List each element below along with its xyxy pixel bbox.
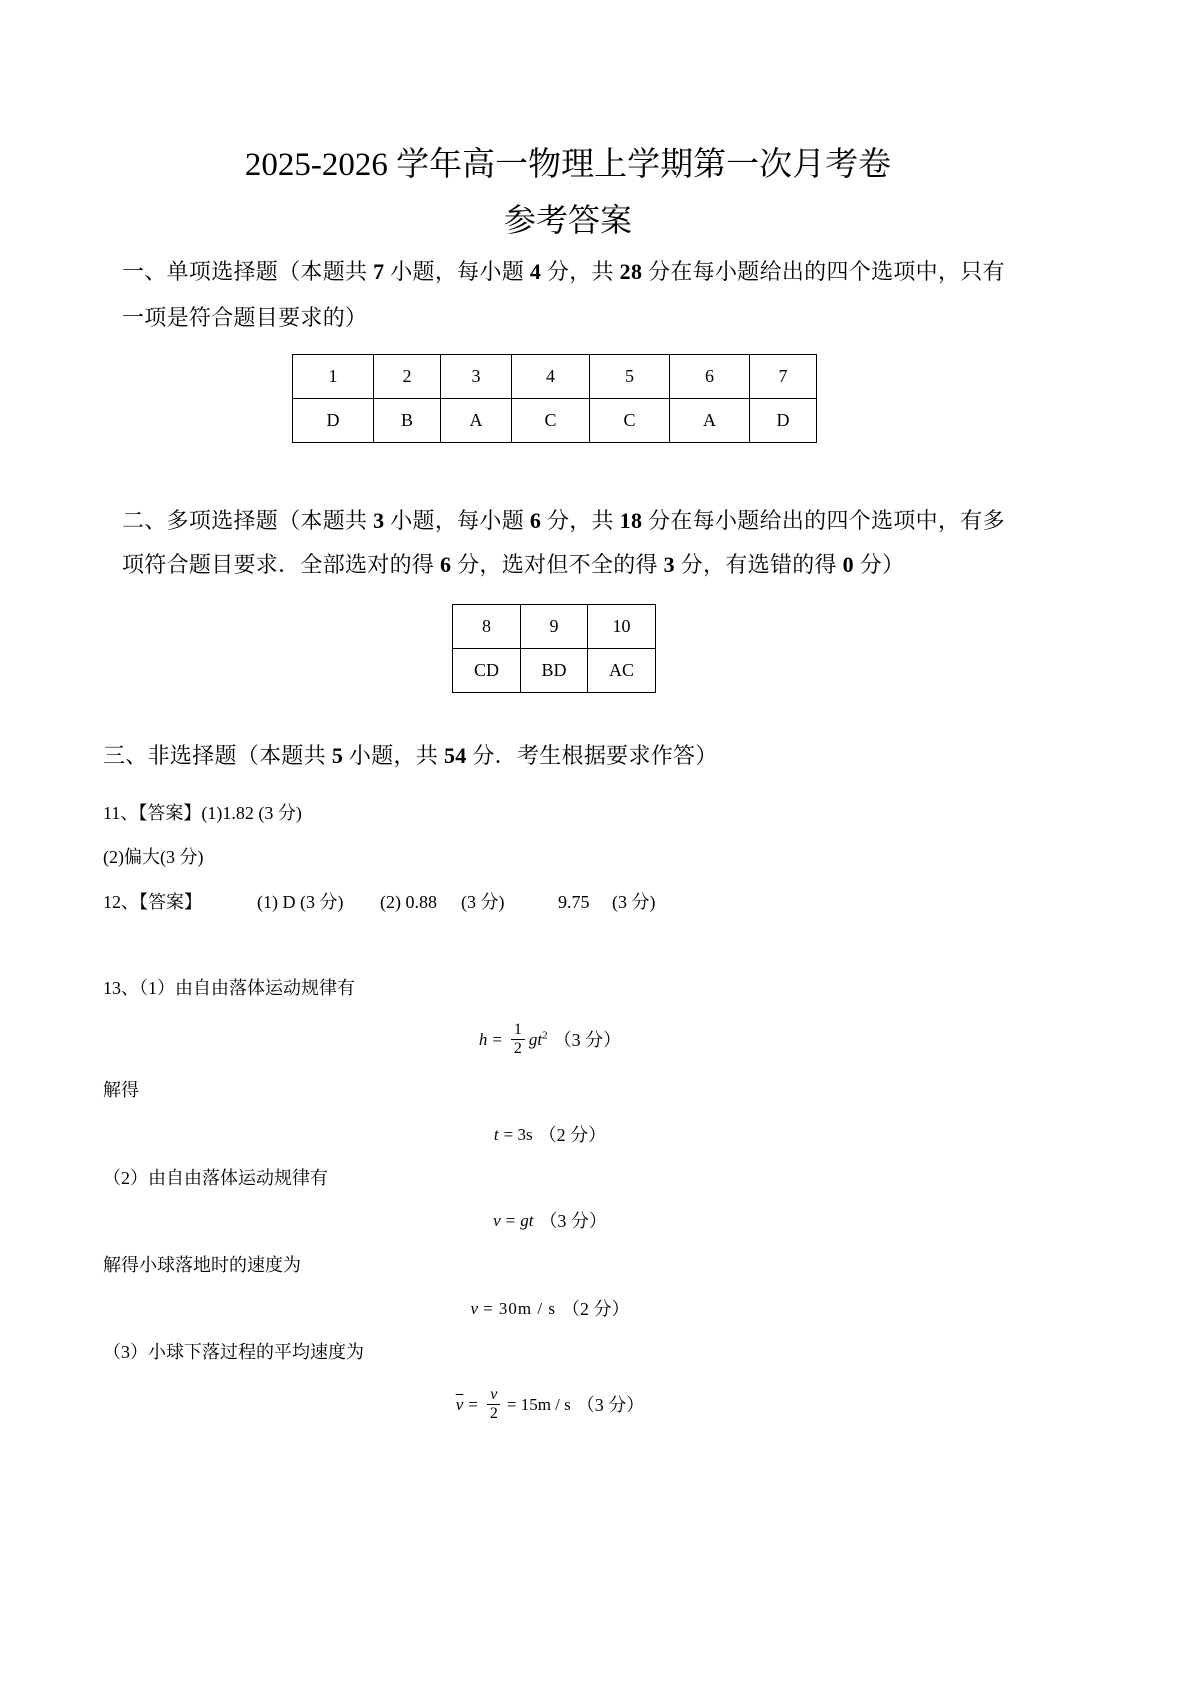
formula-score: （2 分） xyxy=(561,1299,630,1319)
question-number-row xyxy=(293,355,817,399)
question-number-cell: 2 xyxy=(374,355,441,399)
multi-choice-answer-table xyxy=(452,604,656,693)
formula-value: = 15m / s xyxy=(506,1394,571,1414)
heading-text: 二、多项选择题（本题共 xyxy=(122,508,374,533)
question-number-cell: 6 xyxy=(670,355,750,399)
heading-text: 分在每小题给出的四个选项中，有多 xyxy=(642,508,1005,533)
answer-cell: BD xyxy=(521,649,588,693)
fraction-denominator: 2 xyxy=(489,1405,498,1422)
equals-sign: = xyxy=(468,1394,478,1414)
heading-text: 小题，每小题 xyxy=(384,259,530,284)
question-number-cell: 4 xyxy=(512,355,590,399)
fall-time-result xyxy=(350,1123,750,1147)
fraction-numerator: v xyxy=(487,1386,500,1405)
formula-exponent: 2 xyxy=(542,1028,548,1041)
answer-cell: C xyxy=(512,399,590,443)
heading-text: 小题，共 xyxy=(343,743,444,768)
heading-text: 分） xyxy=(853,552,905,577)
answer-row xyxy=(293,399,817,443)
velocity-formula xyxy=(350,1209,750,1233)
heading-text: 分，共 xyxy=(541,259,620,284)
average-velocity-symbol: $\overline{v}$ xyxy=(455,1394,464,1414)
points-per-question: 6 xyxy=(529,508,542,533)
average-velocity-formula xyxy=(350,1386,750,1423)
question-number-cell: 9 xyxy=(521,605,588,649)
total-points: 28 xyxy=(619,259,643,284)
formula-variable: h xyxy=(478,1029,488,1049)
formula-score: （3 分） xyxy=(553,1029,622,1050)
formula-term-base: gt xyxy=(528,1029,543,1049)
answer-cell: A xyxy=(441,399,512,443)
answer-row xyxy=(453,649,656,693)
total-points: 18 xyxy=(619,508,643,533)
answer-cell: C xyxy=(590,399,670,443)
answer-key-subtitle: 参考答案 xyxy=(503,202,632,238)
answer-cell: CD xyxy=(453,649,521,693)
formula-score: （3 分） xyxy=(539,1211,607,1231)
q12-label: 12、【答案】 xyxy=(103,892,202,912)
heading-text: 分在每小题给出的四个选项中，只有 xyxy=(642,259,1005,284)
points-per-question: 4 xyxy=(529,259,542,284)
fraction xyxy=(511,1021,525,1058)
section3-heading xyxy=(103,742,718,770)
q13-part2-intro: （2）由自由落体运动规律有 xyxy=(103,1168,328,1188)
section2-heading-line2 xyxy=(122,551,904,579)
full-credit-points: 6 xyxy=(440,552,452,577)
question-number-row xyxy=(453,605,656,649)
fraction-numerator: 1 xyxy=(511,1021,525,1040)
heading-text: 三、非选择题（本题共 xyxy=(103,743,332,768)
question-count: 3 xyxy=(373,508,385,533)
free-fall-height-formula xyxy=(350,1021,750,1058)
formula-variable: v xyxy=(470,1299,479,1318)
solve-label: 解得 xyxy=(103,1080,139,1100)
answer-cell: A xyxy=(670,399,750,443)
q13-part1-intro: 13、（1）由自由落体运动规律有 xyxy=(103,978,355,998)
landing-velocity-result xyxy=(350,1297,750,1321)
heading-text: 一、单项选择题（本题共 xyxy=(122,259,374,284)
wrong-answer-points: 0 xyxy=(842,552,854,577)
single-choice-answer-table xyxy=(292,354,817,443)
section2-heading-line1 xyxy=(122,507,1005,535)
answer-cell: AC xyxy=(588,649,656,693)
heading-text: 项符合题目要求．全部选对的得 xyxy=(122,552,441,577)
q12-part3-score: (3 分) xyxy=(612,892,656,912)
fraction-denominator: 2 xyxy=(513,1040,522,1057)
fraction xyxy=(487,1386,501,1423)
q13-part3-intro: （3）小球下落过程的平均速度为 xyxy=(103,1342,364,1362)
heading-text: 小题，每小题 xyxy=(384,508,530,533)
equals-sign: = xyxy=(505,1211,516,1230)
question-number-cell: 7 xyxy=(750,355,817,399)
question-number-cell: 8 xyxy=(453,605,521,649)
answer-cell: D xyxy=(750,399,817,443)
formula-value: = 3s xyxy=(503,1125,533,1144)
formula-term xyxy=(529,1028,548,1052)
question-number-cell: 10 xyxy=(588,605,656,649)
formula-variable: t xyxy=(493,1125,499,1144)
question-number-cell: 3 xyxy=(441,355,512,399)
q11-answer-line2: (2)偏大(3 分) xyxy=(103,847,204,867)
section1-heading-line2: 一项是符合题目要求的） xyxy=(122,305,368,330)
formula-score: （3 分） xyxy=(576,1394,645,1415)
answer-cell: B xyxy=(374,399,441,443)
q11-answer-line1: 11、【答案】(1)1.82 (3 分) xyxy=(103,803,302,823)
q12-part2-score: (3 分) xyxy=(461,892,505,912)
total-points: 54 xyxy=(443,743,467,768)
q12-part1: (1) D (3 分) xyxy=(257,892,344,912)
section1-heading-line1 xyxy=(122,258,1005,286)
formula-term: gt xyxy=(520,1211,534,1230)
question-count: 7 xyxy=(373,259,385,284)
heading-text: 分，共 xyxy=(541,508,620,533)
formula-score: （2 分） xyxy=(538,1125,607,1145)
formula-variable: v xyxy=(493,1211,501,1230)
q12-part3-value: 9.75 xyxy=(558,892,590,912)
answer-cell: D xyxy=(293,399,374,443)
heading-text: 分，选对但不全的得 xyxy=(451,552,664,577)
question-number-cell: 5 xyxy=(590,355,670,399)
exam-title: 2025-2026 学年高一物理上学期第一次月考卷 xyxy=(244,147,892,183)
landing-velocity-label: 解得小球落地时的速度为 xyxy=(103,1255,301,1275)
heading-text: 分．考生根据要求作答） xyxy=(466,743,718,768)
q12-part2-value: (2) 0.88 xyxy=(380,892,437,912)
partial-credit-points: 3 xyxy=(663,552,675,577)
equals-sign: = xyxy=(492,1029,502,1049)
question-number-cell: 1 xyxy=(293,355,374,399)
heading-text: 分，有选错的得 xyxy=(674,552,843,577)
formula-value: = 30m / s xyxy=(483,1299,556,1318)
question-count: 5 xyxy=(331,743,344,768)
